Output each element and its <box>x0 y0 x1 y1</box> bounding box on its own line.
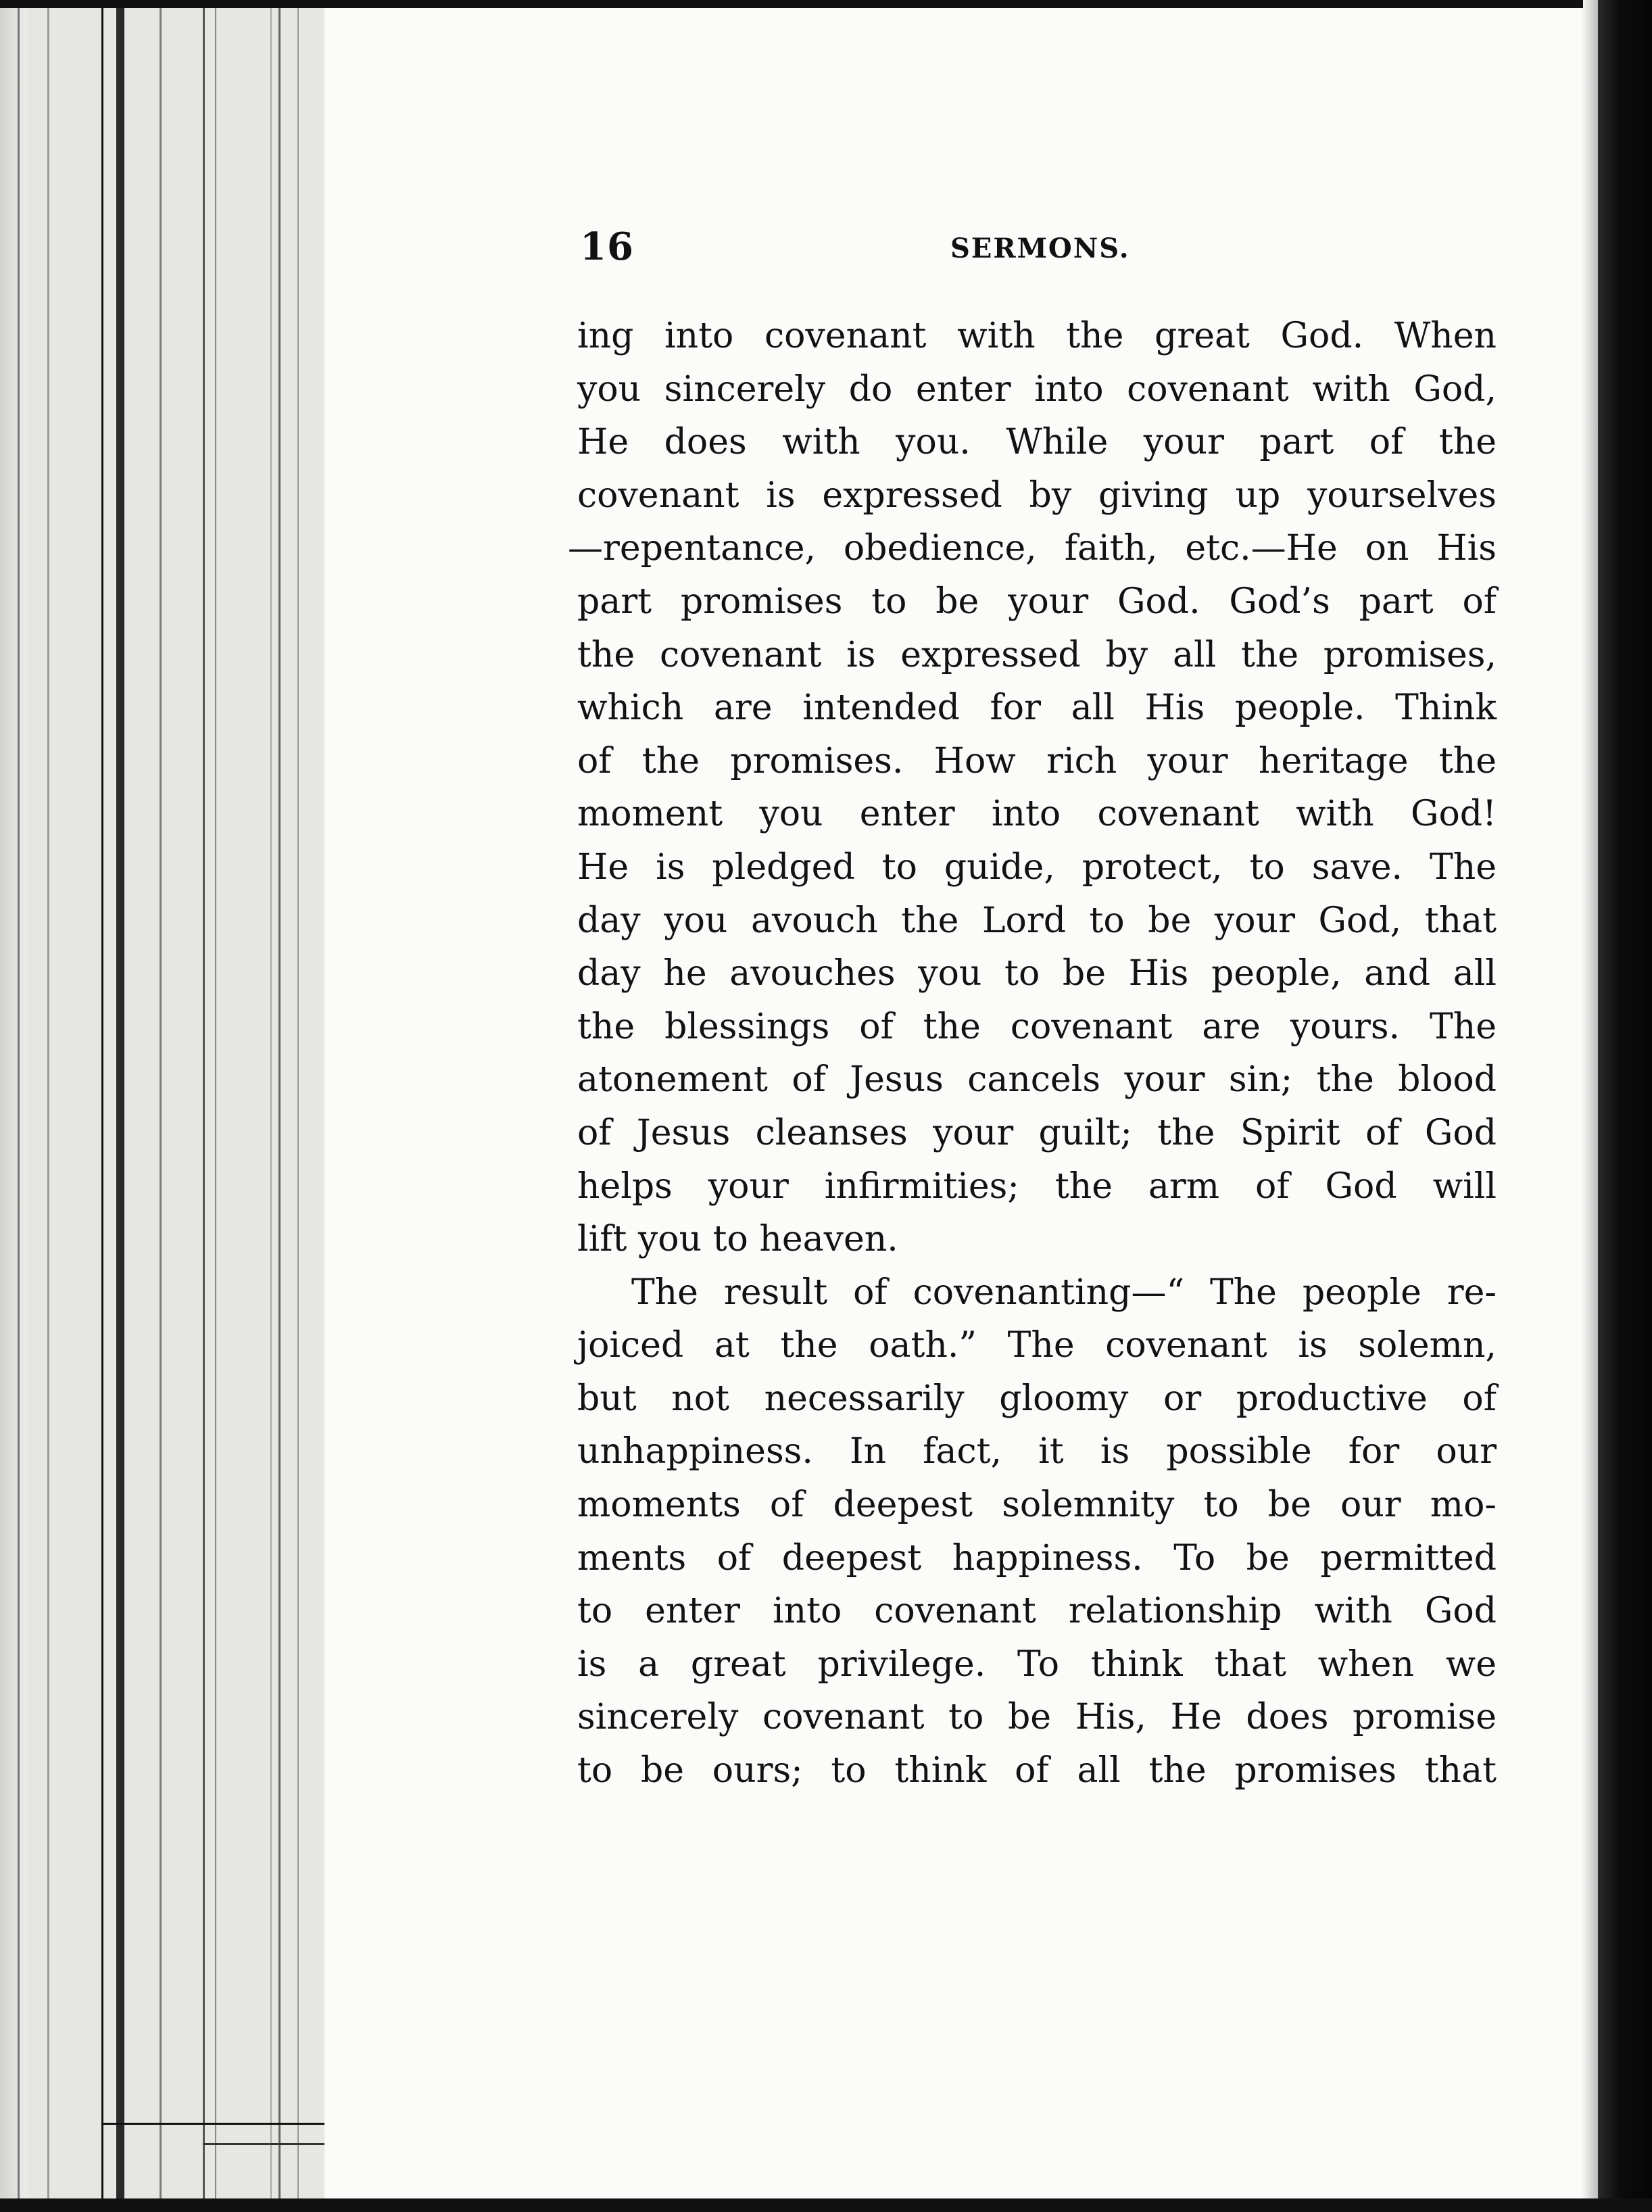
text-line: lift you to heaven. <box>577 1219 898 1260</box>
text-line: is a great privilege. To think that when we <box>577 1643 1497 1685</box>
page-number: 16 <box>580 224 634 269</box>
body-text <box>568 310 1497 1798</box>
text-line: sincerely covenant to be His, He does promise <box>577 1697 1497 1738</box>
text-line: which are intended for all His people. Think <box>577 688 1497 729</box>
text-line: day he avouches you to be His people, and all <box>577 953 1497 994</box>
text-line: The result of covenanting—“ The people re- <box>631 1272 1497 1313</box>
text-line: ing into covenant with the great God. When <box>577 316 1497 356</box>
text-line: of Jesus cleanses your guilt; the Spirit of God <box>577 1112 1497 1153</box>
text-line: to be ours; to think of all the promises that <box>577 1750 1497 1792</box>
text-line: joiced at the oath.” The covenant is solemn, <box>577 1325 1497 1366</box>
text-line: but not necessarily gloomy or productive of <box>577 1378 1497 1419</box>
page-gutter-shadow <box>1583 0 1598 2212</box>
running-head: SERMONS. <box>950 233 1130 264</box>
text-line: of the promises. How rich your heritage the <box>577 740 1497 782</box>
text-line: —repentance, obedience, faith, etc.—He on His <box>568 528 1497 569</box>
page-header <box>580 224 1499 279</box>
text-line: moment you enter into covenant with God! <box>577 794 1497 835</box>
book-edge <box>0 0 324 2212</box>
text-line: unhappiness. In fact, it is possible for our <box>577 1431 1497 1472</box>
text-line: to enter into covenant relationship with God <box>577 1591 1497 1632</box>
text-line: day you avouch the Lord to be your God, that <box>577 900 1497 941</box>
text-line: covenant is expressed by giving up yourselves <box>577 475 1497 516</box>
text-line: He is pledged to guide, protect, to save. The <box>577 846 1497 888</box>
text-line: the covenant is expressed by all the promises, <box>577 634 1497 675</box>
text-line: helps your infirmities; the arm of God will <box>577 1165 1497 1207</box>
text-line: He does with you. While your part of the <box>577 422 1497 463</box>
text-line: the blessings of the covenant are yours. The <box>577 1006 1497 1047</box>
scan-top-border <box>0 0 1652 8</box>
text-line: ments of deepest happiness. To be permitted <box>577 1537 1497 1579</box>
text-line: you sincerely do enter into covenant with God, <box>577 368 1497 410</box>
text-line: part promises to be your God. God’s part of <box>577 581 1497 622</box>
text-line: atonement of Jesus cancels your sin; the blood <box>577 1059 1497 1101</box>
text-line: moments of deepest solemnity to be our mo- <box>577 1485 1497 1526</box>
scan-right-border <box>1598 0 1652 2212</box>
scan-bottom-border <box>0 2198 1652 2212</box>
